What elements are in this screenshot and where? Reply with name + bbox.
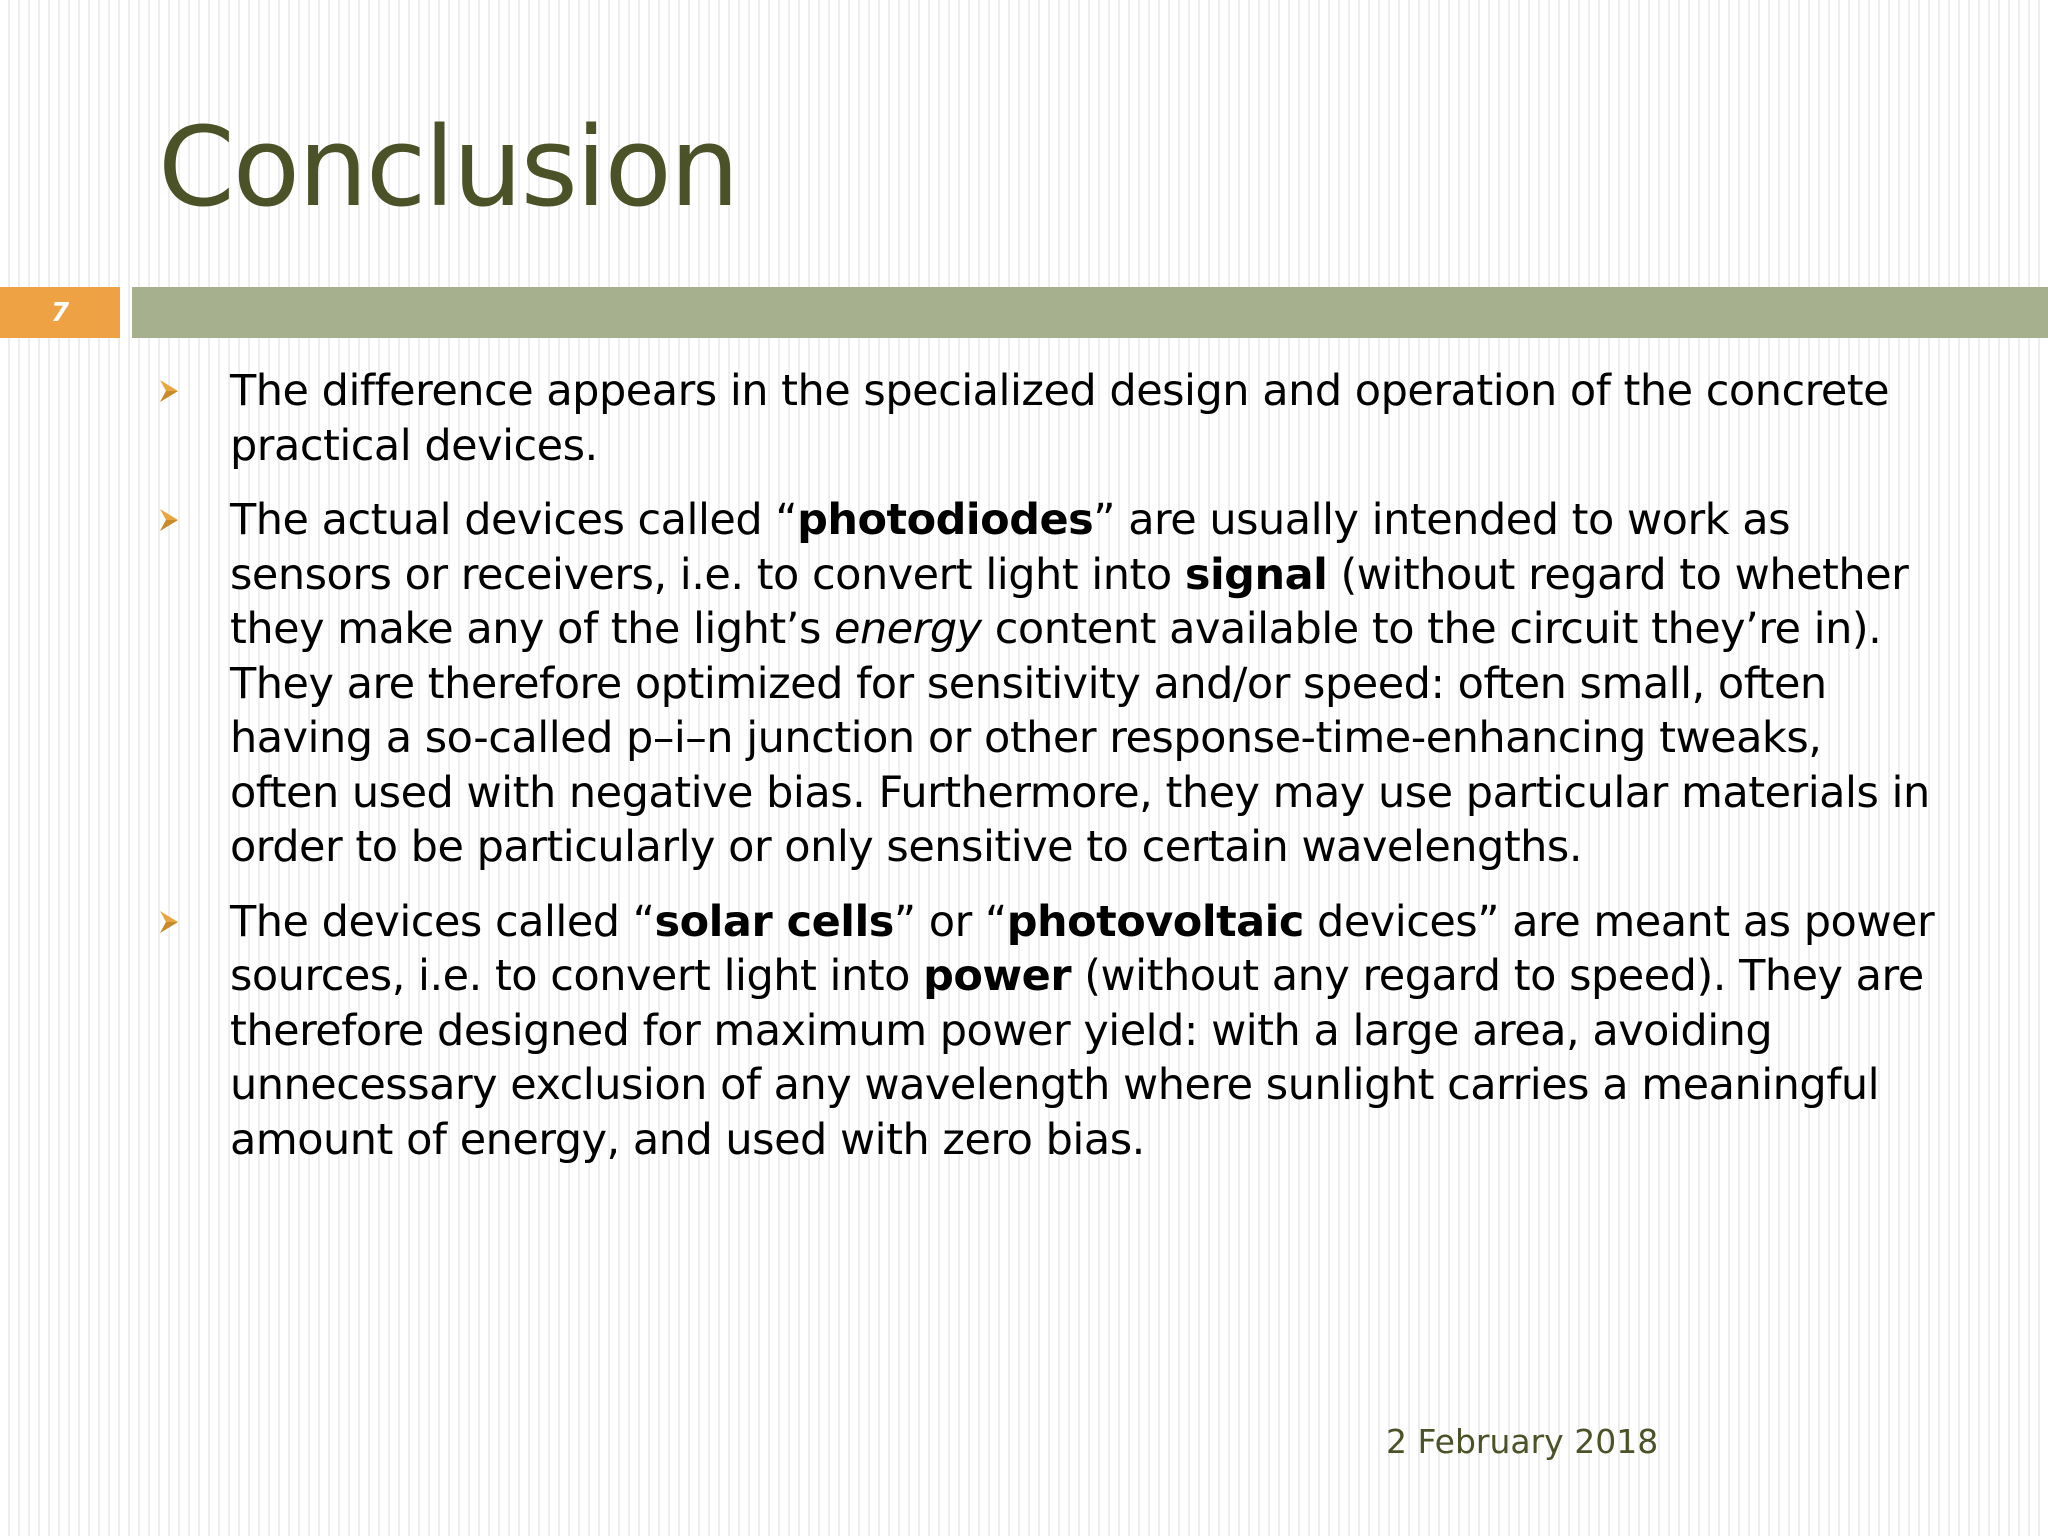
- bullet-text-segment: devices” are meant as power sources, i.e. to convert light into: [230, 896, 1935, 1001]
- arrowhead-bullet-icon: [158, 374, 180, 408]
- page-number-badge: [0, 287, 120, 338]
- bold-term-photovoltaic: photovoltaic: [1006, 896, 1304, 947]
- bullet-text-segment: The devices called “: [230, 896, 655, 947]
- bold-term-signal: signal: [1184, 549, 1328, 600]
- bullet-text-segment: content available to the circuit they’re in). They are therefore optimized for sensitivity and/or speed: often small, often having a so-called p–i–n junction or other response-time-enhancing tweaks, often used with negative bias. Furthermore, they may use particular materials in order to be particularly or only sensitive to certain wavelengths.: [230, 604, 1930, 872]
- bullet-text-segment: The actual devices called “: [230, 495, 798, 545]
- page-number: 7: [50, 297, 70, 328]
- bullet-text-segment: (without any regard to speed). They are therefore designed for maximum power yield: with a large area, avoiding unnecessary exclusion of any wavelength where sunlight carries a meaningful amount of energy, and used with zero bias.: [230, 951, 1924, 1165]
- bullet-text: The difference appears in the specialized design and operation of the concrete practical devices.: [230, 366, 1890, 471]
- italic-term-energy: energy: [834, 604, 982, 654]
- title-divider-bar: [132, 287, 2048, 338]
- arrowhead-bullet-icon: [158, 905, 180, 939]
- bold-term-photodiodes: photodiodes: [797, 495, 1094, 545]
- bullet-list: [0, 364, 2048, 1187]
- bullet-text-segment: ” are usually intended to work as sensors or receivers, i.e. to convert light into: [230, 495, 1790, 600]
- arrowhead-bullet-icon: [158, 503, 180, 537]
- bullet-text-segment: ” or “: [893, 896, 1007, 947]
- slide-title: Conclusion: [158, 103, 738, 231]
- bullet-item-solar-cells: [0, 895, 2048, 1168]
- bold-term-solar-cells: solar cells: [654, 896, 894, 947]
- bullet-item-photodiodes: [0, 493, 2048, 875]
- bullet-text-segment: (without regard to whether they make any of the light’s: [230, 549, 1909, 654]
- slide-date: 2 February 2018: [1386, 1422, 1659, 1461]
- bold-term-power: power: [923, 951, 1072, 1001]
- bullet-item-difference: [0, 364, 2048, 473]
